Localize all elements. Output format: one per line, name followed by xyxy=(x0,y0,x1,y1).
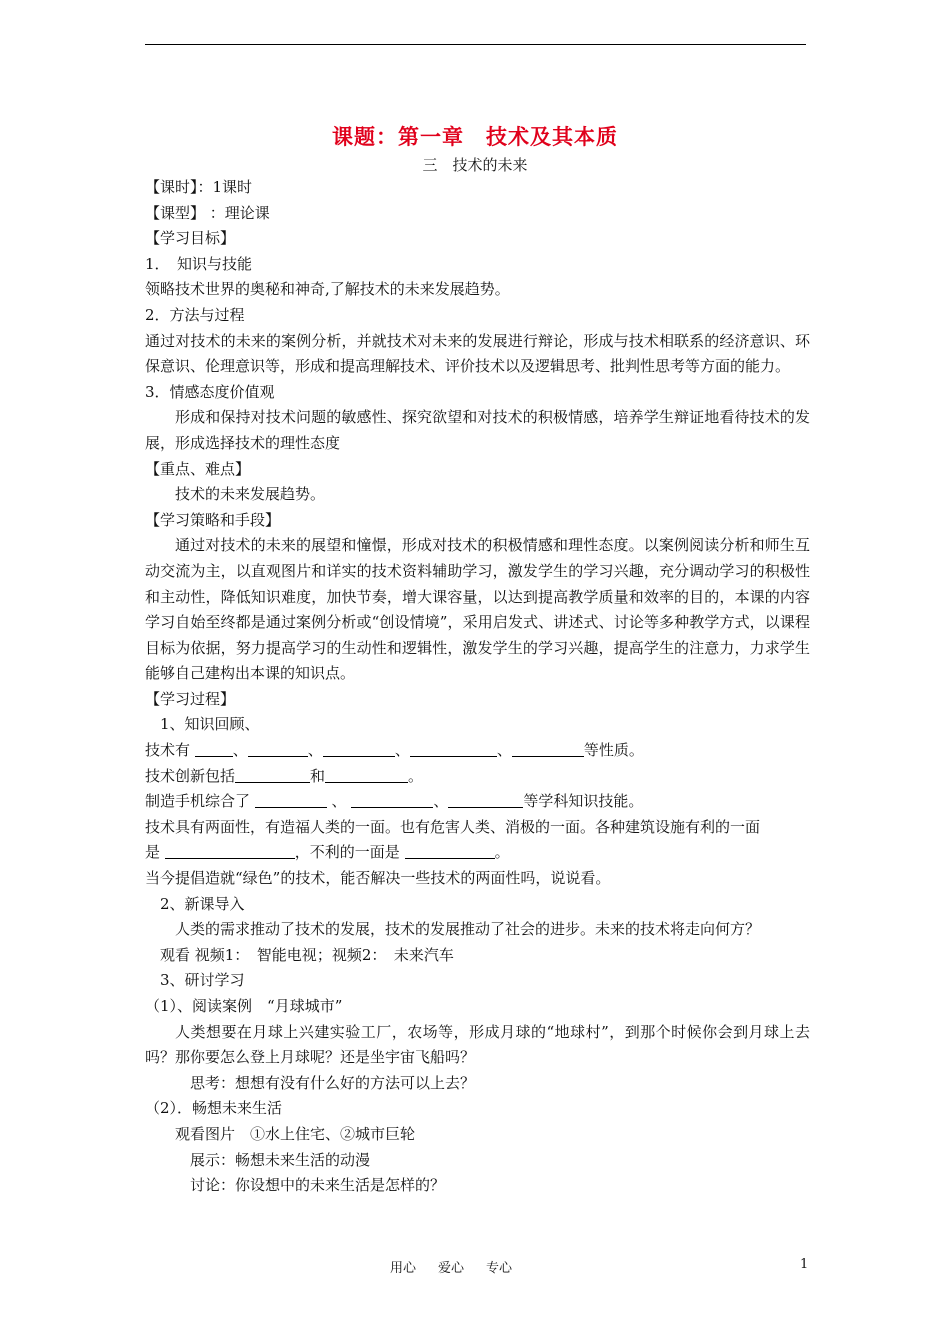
strategy-text: 通过对技术的未来的展望和憧憬，形成对技术的积极情感和理性态度。以案例阅读分析和师生互动交流为主，以直观图片和详实的技术资料辅助学习，激发学生的学习兴趣，充分调动学习的积极性和主动性，降低知识难度，加快节奏，增大课容量，以达到提高教学质量和效率的目的，本课的内容学习自始至终都是通过案例分析或“创设情境”，采用启发式、讲述式、讨论等多种教学方式，以课程目标为依据，努力提高学习的生动性和逻辑性，激发学生的学习兴趣，提高学生的注意力，力求学生能够自己建构出本课的知识点。 xyxy=(145,536,810,683)
objective-2-text: 通过对技术的未来的案例分析，并就技术对未来的发展进行辩论，形成与技术相联系的经济意识、环保意识、伦理意识等，形成和提高理解技术、评价技术以及逻辑思考、批判性思考等方面的能力。 xyxy=(145,331,810,376)
page-subtitle: 三 技术的未来 xyxy=(422,156,528,174)
objective-1-heading: 1． 知识与技能 xyxy=(145,254,253,273)
blank-field[interactable] xyxy=(410,741,497,757)
objective-1-text: 领略技术世界的奥秘和神奇,了解技术的未来发展趋势。 xyxy=(145,280,510,299)
review-heading: 1、知识回顾、 xyxy=(160,715,260,734)
two-sides-text: 技术具有两面性，有造福人类的一面。也有危害人类、消极的一面。各种建筑设施有利的一面 xyxy=(145,817,761,836)
fill-line-two-sides: 是 ，不利的一面是 。 xyxy=(145,843,510,862)
pictures-line: 观看图片 ①水上住宅、②城市巨轮 xyxy=(175,1124,416,1143)
discuss-line: 讨论：你设想中的未来生活是怎样的？ xyxy=(190,1176,446,1195)
blank-field[interactable] xyxy=(248,741,308,757)
lesson-type: 【课型】 ：理论课 xyxy=(145,203,270,222)
intro-heading: 2、新课导入 xyxy=(160,894,245,913)
fill-line-phone: 制造手机综合了 、 、 等学科知识技能。 xyxy=(145,792,644,811)
blank-field[interactable] xyxy=(235,767,310,783)
blank-field[interactable] xyxy=(351,792,433,808)
study-heading: 3、研讨学习 xyxy=(160,971,245,990)
blank-field[interactable] xyxy=(255,792,327,808)
blank-field[interactable] xyxy=(325,767,408,783)
future-life-heading: （2）．畅想未来生活 xyxy=(145,1099,283,1118)
objective-3-text: 形成和保持对技术问题的敏感性、探究欲望和对技术的积极情感，培养学生辩证地看待技术的发展，形成选择技术的理性态度 xyxy=(145,408,810,452)
show-line: 展示：畅想未来生活的动漫 xyxy=(190,1150,371,1169)
header-rule xyxy=(145,44,806,45)
objective-2-heading: 2．方法与过程 xyxy=(145,305,245,324)
blank-field[interactable] xyxy=(405,843,495,859)
video-line: 观看 视频1： 智能电视；视频2： 未来汽车 xyxy=(160,945,454,964)
blank-field[interactable] xyxy=(195,741,233,757)
section-heading-strategy: 【学习策略和手段】 xyxy=(145,510,281,529)
case-text: 人类想要在月球上兴建实验工厂，农场等，形成月球的“地球村”，到那个时候你会到月球上去吗？那你要怎么登上月球呢？还是坐宇宙飞船吗？ xyxy=(145,1022,810,1067)
fill-line-properties: 技术有 、 、 、 、 等性质。 xyxy=(145,741,644,760)
blank-field[interactable] xyxy=(165,843,295,859)
blank-field[interactable] xyxy=(448,792,523,808)
case-heading: （1）、阅读案例 “月球城市” xyxy=(145,997,343,1015)
footer-motto: 用心 爱心 专心 xyxy=(390,1261,513,1276)
page-number: 1 xyxy=(800,1257,809,1272)
fill-line-innovation: 技术创新包括 和 。 xyxy=(145,766,424,785)
section-heading-process: 【学习过程】 xyxy=(145,689,236,708)
section-heading-objectives: 【学习目标】 xyxy=(145,229,236,248)
document-body xyxy=(145,175,810,1199)
blank-field[interactable] xyxy=(323,741,395,757)
section-heading-key-points: 【重点、难点】 xyxy=(145,459,251,478)
think-text: 思考：想想有没有什么好的方法可以上去？ xyxy=(190,1073,476,1092)
page-title: 课题：第一章 技术及其本质 xyxy=(332,124,618,149)
key-points-text: 技术的未来发展趋势。 xyxy=(175,485,326,504)
intro-text: 人类的需求推动了技术的发展，技术的发展推动了社会的进步。未来的技术将走向何方？ xyxy=(175,920,761,939)
lesson-hours: 【课时】：1课时 xyxy=(145,178,253,196)
blank-field[interactable] xyxy=(512,741,584,757)
objective-3-heading: 3．情感态度价值观 xyxy=(145,382,275,401)
green-tech-text: 当今提倡造就“绿色”的技术，能否解决一些技术的两面性吗，说说看。 xyxy=(145,869,611,888)
